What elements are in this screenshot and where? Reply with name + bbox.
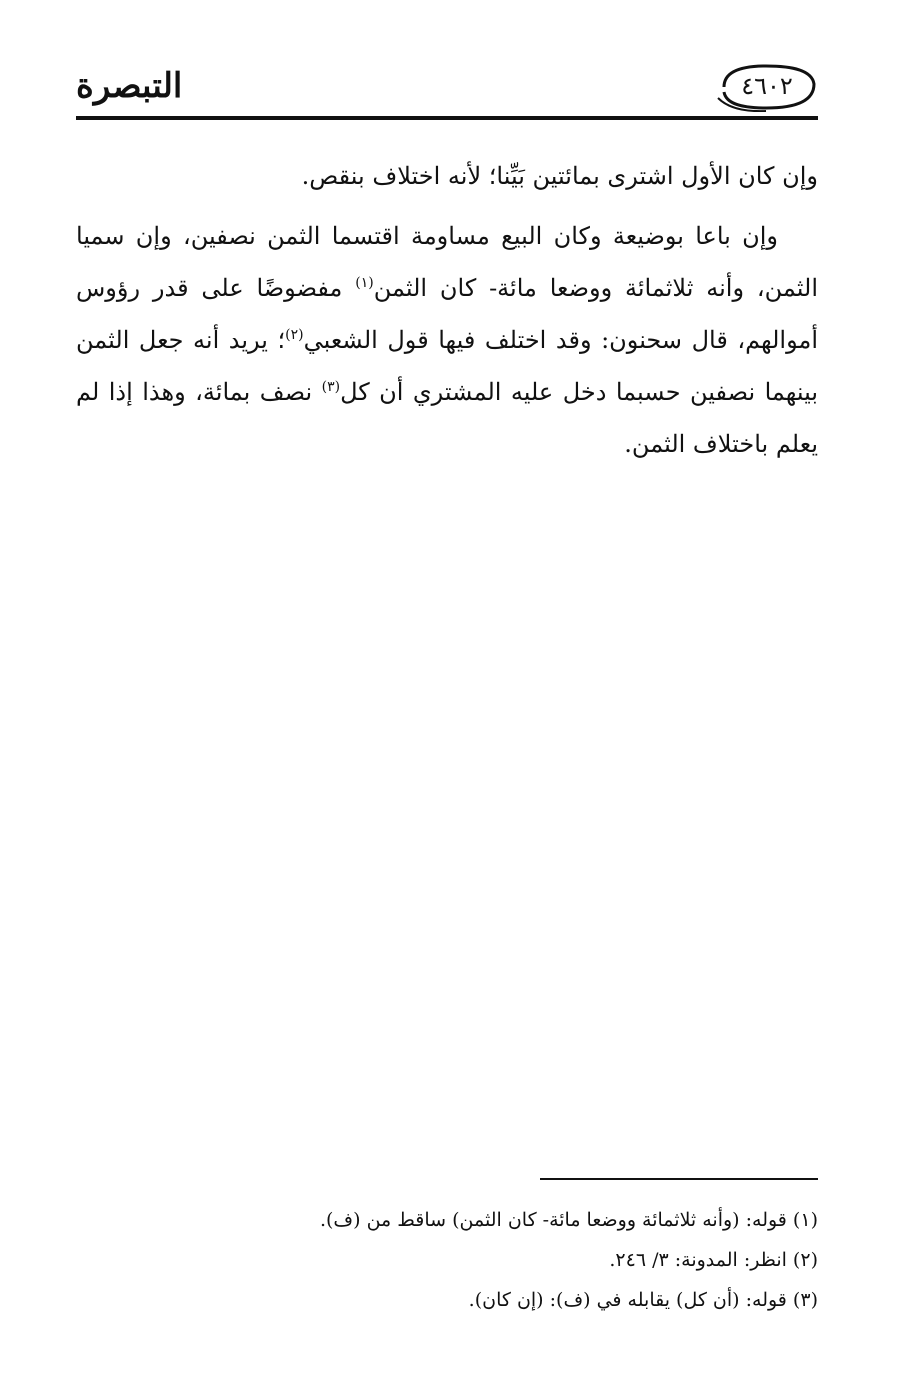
paragraph-2-part-a: وإن باعا بوضيعة وكان البيع مساومة اقتسما الثمن نصفين، وإن سميا الثمن، وأنه ثلاثمائة ووضعا مائة- كان الثمن [76,222,818,302]
footnote-separator [540,1178,818,1180]
footnote-ref-3[interactable]: (٣) [321,379,341,395]
footnote-1: (١) قوله: (وأنه ثلاثمائة ووضعا مائة- كان الثمن) ساقط من (ف). [319,1209,818,1231]
page-header [76,58,818,122]
body-text [76,150,818,478]
footnote-ref-2[interactable]: (٢) [285,327,304,343]
page-number-frame [714,62,818,112]
footnote-3: (٣) قوله: (أن كل) يقابله في (ف): (إن كان). [468,1289,818,1311]
paragraph-2 [76,210,818,470]
footnotes [76,1200,818,1320]
footnote-ref-1[interactable]: (١) [355,275,374,291]
paragraph-2-part-c: ؛ يريد أنه جعل الثمن بينهما نصفين حسبما دخل عليه المشتري أن كل [76,326,819,406]
paragraph-2-part-d: نصف بمائة، وهذا إذا لم يعلم باختلاف الثمن. [76,378,818,458]
footnote-2: (٢) انظر: المدونة: ٣/ ٢٤٦. [609,1249,818,1271]
header-rule [76,116,818,120]
page-number: ٤٦٠٢ [741,72,793,100]
paragraph-1: وإن كان الأول اشترى بمائتين بَيِّنا؛ لأنه اختلاف بنقص. [301,162,818,190]
paragraph-2-part-b: مفضوضًا على قدر رؤوس أموالهم، قال سحنون: وقد اختلف فيها قول الشعبي [76,274,819,354]
running-title: التبصرة [76,66,183,106]
